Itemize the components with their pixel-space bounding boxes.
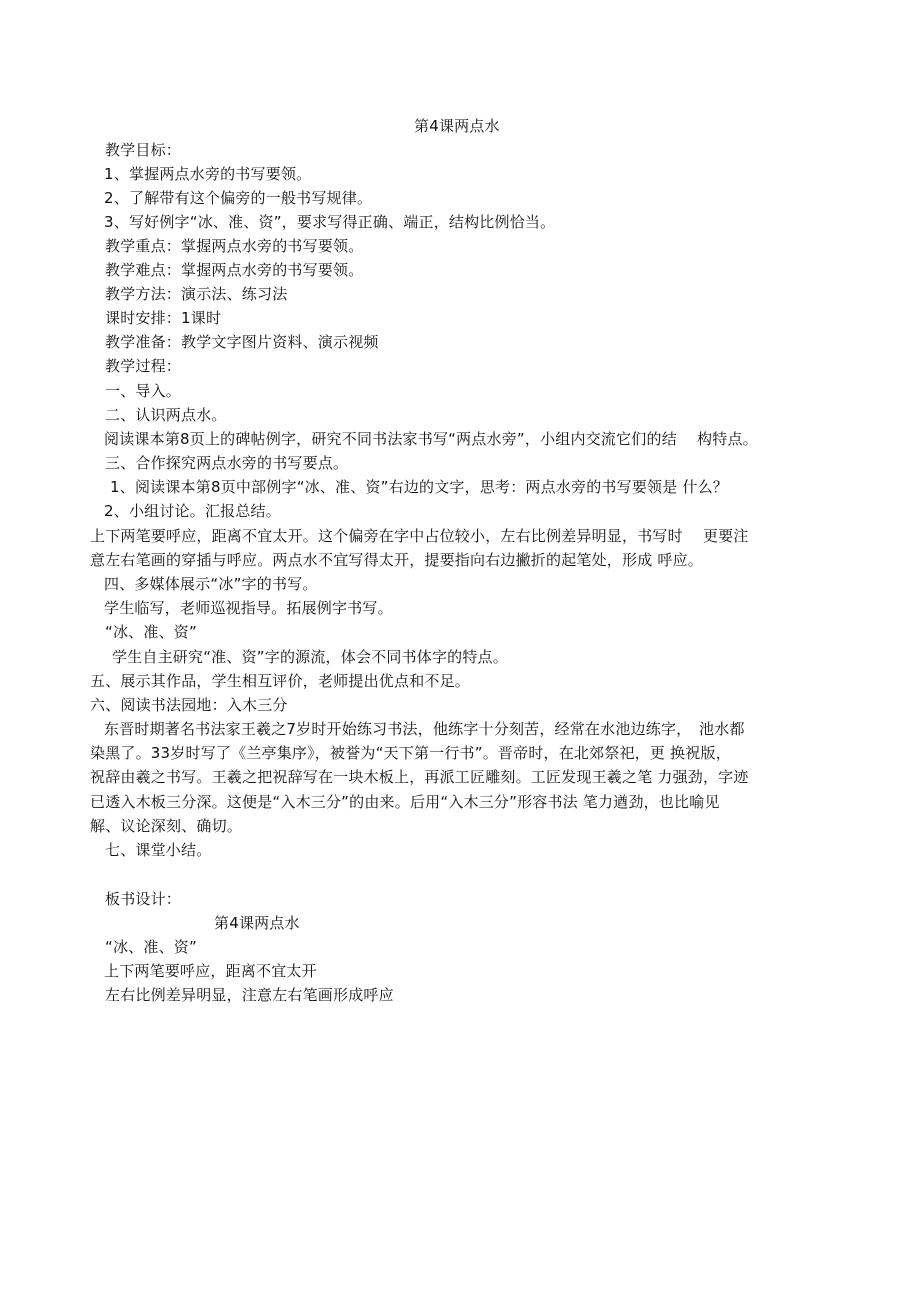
- text-line: 五、展示其作品，学生相互评价，老师提出优点和不足。: [90, 672, 471, 690]
- text-line: 教学重点：掌握两点水旁的书写要领。: [105, 237, 364, 255]
- text-line: 已透入木板三分深。这便是“入木三分”的由来。后用“入木三分”形容书法 笔力遒劲，也比喻见: [90, 793, 720, 811]
- text-line: 学生自主研究“准、资”字的源流，体会不同书体字的特点。: [112, 648, 508, 666]
- text-line: 祝辞由羲之书写。王羲之把祝辞写在一块木板上，再派工匠雕刻。工匠发现王羲之笔 力强劲，字迹: [90, 768, 749, 786]
- text-line: 四、多媒体展示“冰”字的书写。: [104, 575, 318, 593]
- lesson-title: 第4课两点水: [414, 117, 500, 135]
- text-line: 七、课堂小结。: [105, 841, 212, 859]
- text-line: 学生临写，老师巡视指导。拓展例字书写。: [104, 599, 393, 617]
- text-line: 1、掌握两点水旁的书写要领。: [104, 165, 312, 183]
- text-line: 一、导入。: [105, 382, 182, 400]
- text-line: 染黑了。33岁时写了《兰亭集序》，被誉为“天下第一行书”。晋帝时，在北郊祭祀，更 换祝版，: [90, 744, 731, 762]
- board-heading: 板书设计：: [105, 890, 182, 908]
- board-line: “冰、准、资”: [105, 938, 197, 956]
- text-line: 教学难点：掌握两点水旁的书写要领。: [105, 261, 364, 279]
- text-line: 解、议论深刻、确切。: [90, 817, 243, 835]
- text-line: 3、写好例字“冰、准、资”，要求写得正确、端正，结构比例恰当。: [104, 213, 556, 231]
- text-line: 上下两笔要呼应，距离不宜太开。这个偏旁在字中占位较小，左右比例差异明显，书写时 更要注: [90, 527, 749, 545]
- text-line: 教学目标：: [105, 141, 182, 159]
- text-line: 东晋时期著名书法家王羲之7岁时开始练习书法，他练字十分刻苦，经常在水池边练字， 池水都: [104, 720, 745, 738]
- text-line: “冰、准、资”: [105, 623, 197, 641]
- text-line: 二、认识两点水。: [105, 406, 227, 424]
- text-line: 课时安排：1课时: [105, 309, 222, 327]
- text-line: 2、了解带有这个偏旁的一般书写规律。: [104, 189, 373, 207]
- text-line: 1、阅读课本第8页中部例字“冰、准、资”右边的文字，思考：两点水旁的书写要领是 什么？: [110, 478, 729, 496]
- board-line: 左右比例差异明显，注意左右笔画形成呼应: [105, 986, 394, 1004]
- text-line: 教学准备：教学文字图片资料、演示视频: [105, 333, 379, 351]
- board-line: 上下两笔要呼应，距离不宜太开: [104, 962, 317, 980]
- text-line: 三、合作探究两点水旁的书写要点。: [105, 454, 349, 472]
- text-line: 意左右笔画的穿插与呼应。两点水不宜写得太开，提要指向右边撇折的起笔处，形成 呼应。: [90, 551, 703, 569]
- text-line: 阅读课本第8页上的碑帖例字，研究不同书法家书写“两点水旁”，小组内交流它们的结 构特点。: [104, 430, 758, 448]
- board-title: 第4课两点水: [214, 914, 300, 932]
- text-line: 教学过程：: [105, 357, 182, 375]
- text-line: 六、阅读书法园地：入木三分: [90, 696, 288, 714]
- text-line: 2、小组讨论。汇报总结。: [104, 502, 281, 520]
- text-line: 教学方法：演示法、练习法: [105, 285, 288, 303]
